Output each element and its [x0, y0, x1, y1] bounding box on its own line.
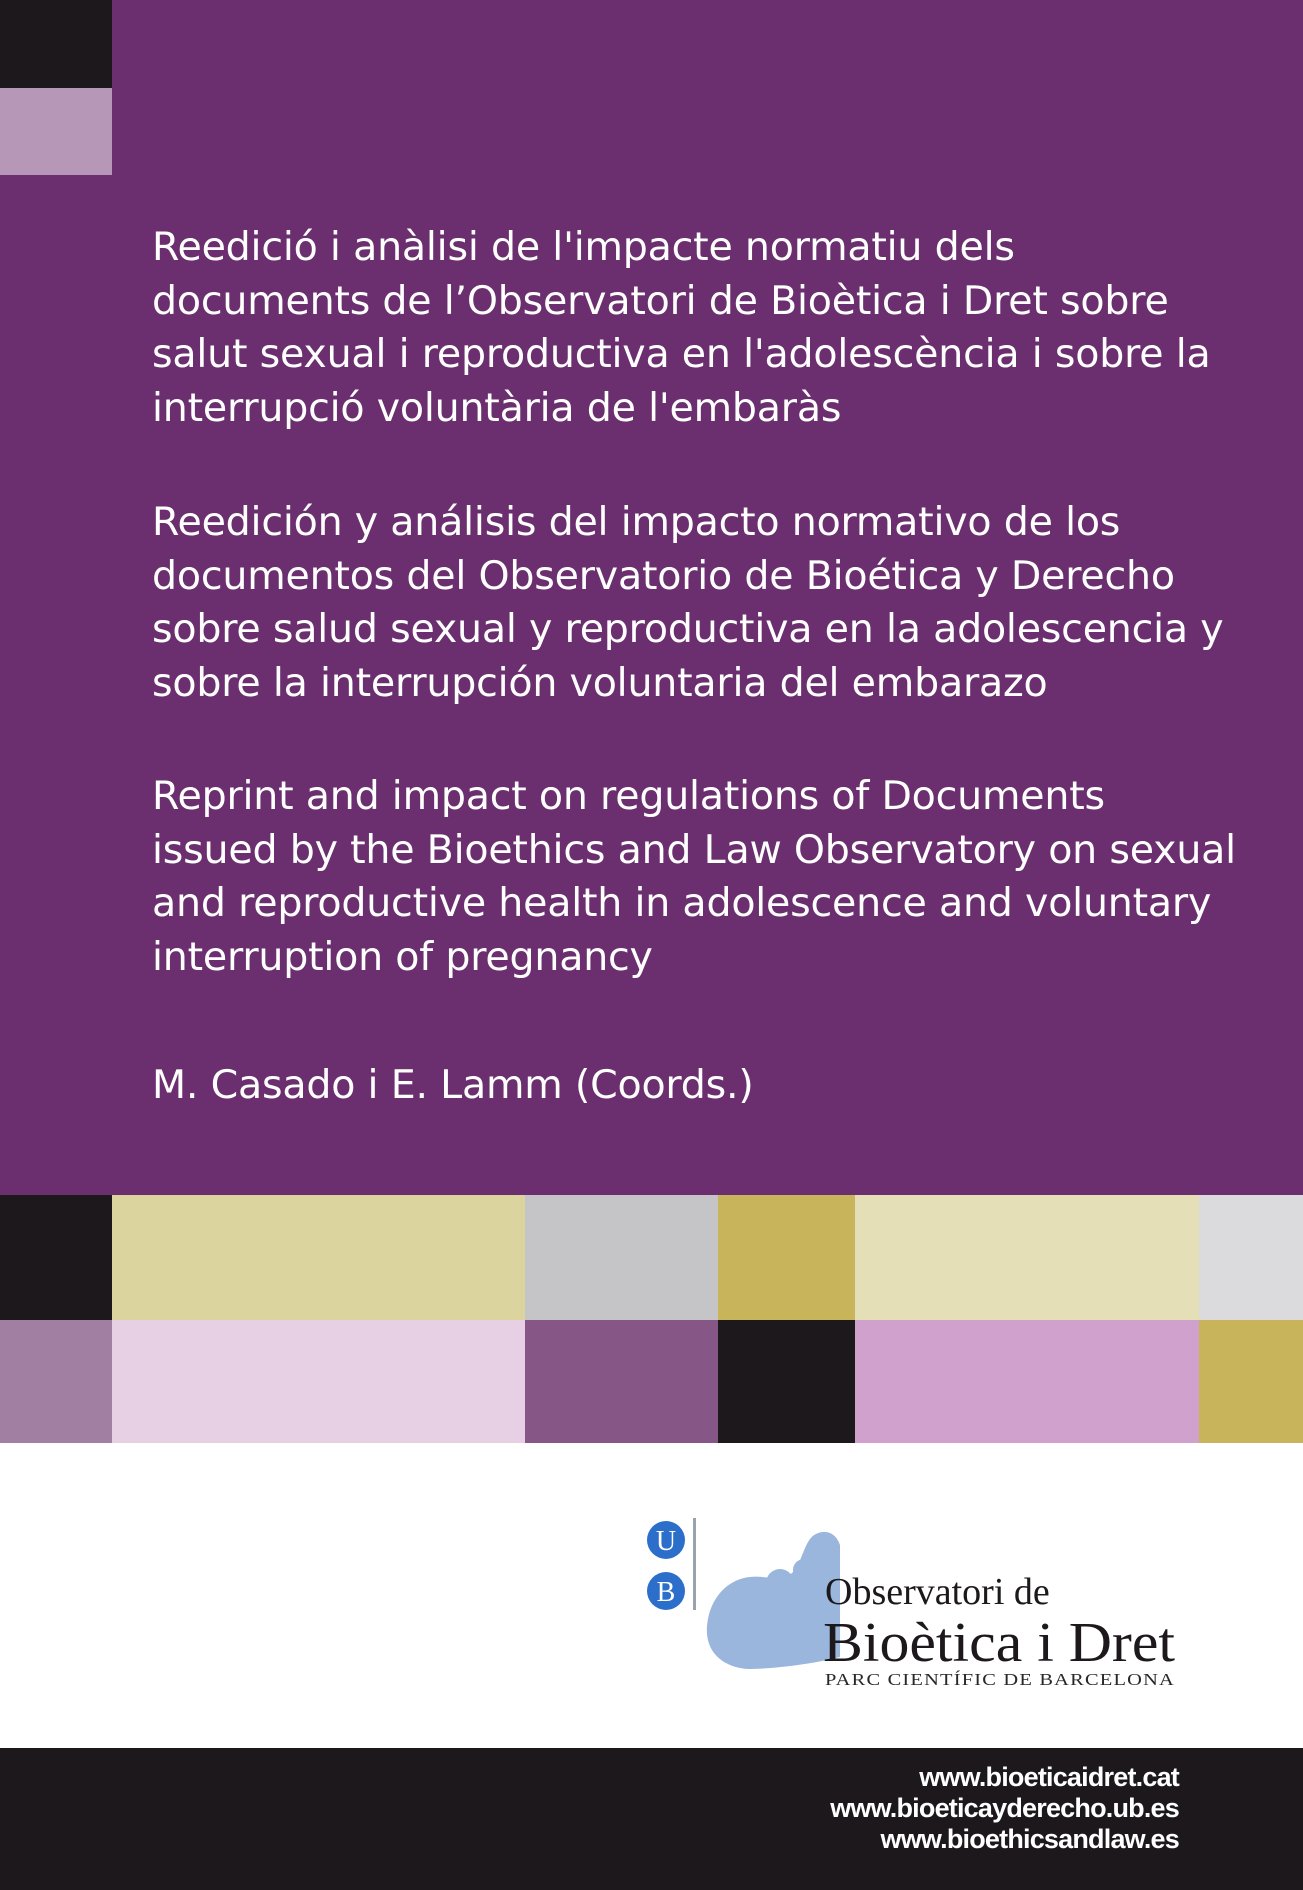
band-tile-pale-pink	[112, 1320, 525, 1443]
authors: M. Casado i E. Lamm (Coords.)	[152, 1062, 754, 1108]
observatori-figure-icon	[707, 1532, 840, 1669]
corner-tile-light-purple	[0, 88, 112, 175]
band-tile-dark-mauve	[525, 1320, 718, 1443]
website-link-catalan[interactable]: www.bioeticaidret.cat	[919, 1762, 1179, 1792]
band-tile-pale-grey	[1199, 1195, 1303, 1320]
band-tile-black-2	[718, 1320, 855, 1443]
band-tile-black	[0, 1195, 112, 1320]
figure-small-head-icon	[793, 1559, 815, 1581]
observatori-logo	[640, 1515, 1180, 1695]
band-tile-pale-cream	[855, 1195, 1199, 1320]
figure-head-icon	[766, 1569, 794, 1597]
logo-line-2: Bioètica i Dret	[823, 1612, 1176, 1674]
title-catalan: Reedició i anàlisi de l'impacte normatiu dels documents de l’Observatori de Bioètica i Dret sobre salut sexual i reproductiva en l'adolescència i sobre la interrupció voluntària de l'embaràs	[152, 224, 1211, 431]
band-tile-light-grey	[525, 1195, 718, 1320]
band-tile-gold-2	[1199, 1320, 1303, 1443]
title-english: Reprint and impact on regulations of Documents issued by the Bioethics and Law Observatory on sexual and reproductive health in adolescence and voluntary interruption of pregnancy	[152, 773, 1236, 980]
band-tile-mauve	[0, 1320, 112, 1443]
logo-divider	[693, 1518, 696, 1610]
ub-letter-b: B	[656, 1577, 676, 1608]
band-tile-cream	[112, 1195, 525, 1320]
band-tile-pink	[855, 1320, 1199, 1443]
logo-line-3: PARC CIENTÍFIC DE BARCELONA	[825, 1670, 1175, 1689]
website-link-spanish[interactable]: www.bioeticayderecho.ub.es	[830, 1793, 1179, 1823]
logo-line-1: Observatori de	[825, 1571, 1050, 1613]
logo-graphic	[640, 1515, 1180, 1695]
ub-letter-u: U	[655, 1526, 677, 1557]
corner-tile-black	[0, 0, 112, 88]
website-list	[830, 1762, 1179, 1855]
band-tile-gold	[718, 1195, 855, 1320]
website-link-english[interactable]: www.bioethicsandlaw.es	[880, 1824, 1179, 1854]
title-spanish: Reedición y análisis del impacto normativo de los documentos del Observatorio de Bioética y Derecho sobre salud sexual y reproductiva en la adolescencia y sobre la interrupción voluntaria del embarazo	[152, 499, 1224, 706]
